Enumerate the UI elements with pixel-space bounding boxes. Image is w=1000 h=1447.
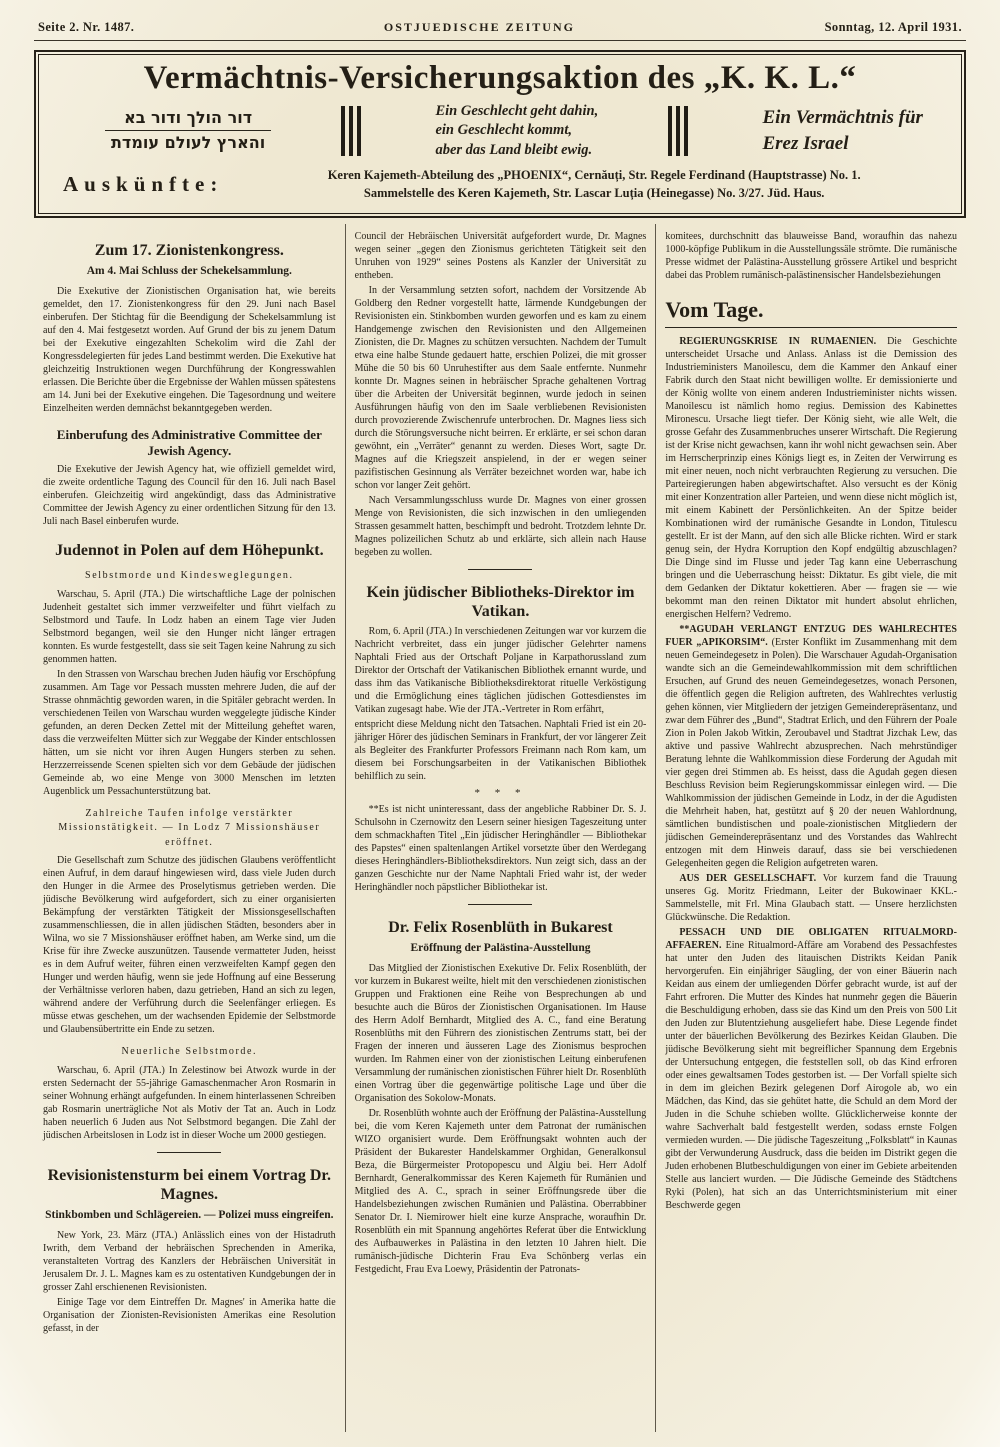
article-columns: [34, 224, 966, 1432]
bars-ornament-icon: [668, 106, 692, 156]
paragraph: Warschau, 6. April (JTA.) In Zelestinow bei Atwozk wurde in der ersten Sedernacht der 55-jährige Gamaschenmacher Aron Rosmarin in seiner Wohnung erhängt aufgefunden. In einem hinterlassenen Schreiben gab Rosmarin unerträgliche Not als Motiv der Tat an. Auch in Lodz haben neuerlich 6 Juden aus Not Selbstmord begangen. Die Zahl der jüdischen Arbeitslosen in Lodz ist in dieser Woche um 2000 gestiegen.: [43, 1064, 336, 1141]
paragraph: Dr. Rosenblüth wohnte auch der Eröffnung der Palästina-Ausstellung bei, die vom Keren Kajemeth unter dem Patronat der rumänischen WIZO organisiert wurde. Dem Eröffnungsakt wohnten auch der Präsident der Bukarester Handelskammer Orghidan, Generalkonsul Beza, die Bürgermeister Protopopescu und Algiu bei. Herr Adolf Bernhardt, Generalkommissar des Keren Kajemeth für Rumänien und Mitglied des A. C., sprach in seiner Eröffnungsrede über die Handelsbeziehungen zwischen Rumänien und Palästina. Oberrabbiner Senator Dr. I. Niemirower hielt eine kurze Ansprache, woraufhin Dr. Rosenblüth ein mit Spannung angehörtes Referat über die Entwicklung des Aufbauwerkes in Palästina in den letzten 10 Jahren hielt. Die rumänisch-jüdische Dichterin Frau Eva Schönberg verlas ein Festgedicht, Frau Eva Loewy, Präsidentin der Patronats-: [354, 1108, 647, 1276]
ad-motto: [435, 102, 598, 161]
ad-contact-label: Auskünfte:: [63, 171, 224, 196]
bars-ornament-icon: [341, 106, 365, 156]
paragraph: In der Versammlung setzten sofort, nachdem der Vorsitzende Ab Goldberg den Redner vorgestellt hatte, lärmende Kundgebungen der Revisionisten ein. Stinkbomben wurden geworfen und es kam zu einem Handgemenge zwischen den Revisionisten und den Allgemeinen Zionisten, die Dr. Magnes zu schützen versuchten. Nachdem der Tumult etwa eine halbe Stunde gedauert hatte, erschien Polizei, die mit grosser Mühe die 50 bis 60 Unruhestifter aus dem Saale entfernte. Nunmehr konnte Dr. Magnes seinen in hebräischer Sprache gehaltenen Vortrag über die Arbeiten der Universität beginnen, wurde jedoch in seinen Ausführungen häufig von den im Saale verbliebenen Revisionisten durch provozierende Zwischenrufe unterbrochen. Dr. Magnes liess sich durch die Störungsversuche nicht beirren. Er erklärte, er sei schon daran gewöhnt, ein „Verräter“ genannt zu werden. Dieses Wort, sagte Dr. Magnes auf die Kriegszeit anspielend, in der er wegen seiner pazifistischen Gesinnung als Verräter bezeichnet worden war, habe ich schon vor langer Zeit gehört.: [354, 284, 647, 491]
spaced-heading: Neuerliche Selbstmorde.: [121, 1046, 258, 1058]
newspaper-title: OSTJUEDISCHE ZEITUNG: [383, 20, 575, 34]
paragraph: Nach Versammlungsschluss wurde Dr. Magnes von einer grossen Menge von Revisionisten, die sich inzwischen in den umliegenden Strassen gesammelt hatten, beschimpft und bedroht. Trotzdem lehnte Dr. Magnes polizeilichen Schutz ab und erklärte, sich allein nach Hause begeben zu wollen.: [354, 494, 647, 558]
hebrew-verse-line-1: דור הולך ודור בא: [124, 108, 253, 128]
paragraph: New York, 23. März (JTA.) Anlässlich eines von der Histadruth Iwrith, dem Verband der hebräischen Sprechenden in Amerika, veranstalteten Vortrag des Kanzlers der Hebräischen Universität in Jerusalem Dr. J. L. Magnes kam es zu ostentativen Kundgebungen der in grosser Zahl erschienenen Revisionisten.: [43, 1230, 336, 1294]
paragraph-continuation: Council der Hebräischen Universität aufgefordert wurde, Dr. Magnes wegen seiner „gegen den Zionismus gerichteten Tätigkeit seit den Unruhen von 1929“ seines Postens als Kanzler der Universität zu entheben.: [354, 230, 647, 281]
column-3: [655, 224, 966, 1432]
ad-title: Vermächtnis-Versicherungsaktion des „K. K. L.“: [143, 60, 857, 96]
article-heading: Revisionistensturm bei einem Vortrag Dr. Magnes.: [47, 1166, 332, 1204]
paragraph: **Es ist nicht uninteressant, dass der angebliche Rabbiner Dr. S. J. Schulsohn in Czernowitz den Lesern seiner hiesigen Tageszeitung unter dem schmackhaften Titel „Ein jüdischer Heringhändler — Bibliothekar des Papstes“ einen spaltenlangen Artikel vorsetzte über den Werdegang dieses Heringhändlers-Bibliotheksdirektors. Nun zeigt sich, dass an der ganzen Geschichte nur der Name Naphtali Fried wahr ist, der weder Heringhändler noch päpstlicher Bibliothekar ist.: [354, 803, 647, 893]
article-heading: Zum 17. Zionistenkongress.: [94, 241, 284, 259]
article-divider: [468, 569, 532, 570]
paragraph: AUS DER GESELLSCHAFT. Vor kurzem fand die Trauung unseres Gg. Moritz Friedmann, Leiter der Bukowinaer KKL.-Sammelstelle, mit Frl. Mina Glaubach statt. — Unsere herzlichsten Glückwünsche. Die Redaktion.: [665, 872, 957, 923]
paragraph-continuation: entspricht diese Meldung nicht den Tatsachen. Naphtali Fried ist ein 20-jähriger Hörer des jüdischen Seminars in Frankfurt, der vor längerer Zeit als Begleiter des Frankfurter Professors Freimann nach Rom kam, um diesem bei Forschungsarbeiten in der Vatikanischen Bibliothek behilflich zu sein.: [354, 718, 647, 782]
masthead: [34, 18, 966, 41]
paragraph: Rom, 6. April (JTA.) In verschiedenen Zeitungen war vor kurzem die Nachricht verbreitet, dass ein junger jüdischer Gelehrter namens Naphtali Fried aus der Ortschaft Poljane in Karpathorussland zum Direktor der Ortschaft der Vatikanischen Bibliothek ernannt wurde, und dass ihm das Vatikanische Bibliotheksdirektorat rituelle Verköstigung und die Ermöglichung eines täglichen jüdischen Gottesdienstes im Vatikan zugesagt habe. Wie der JTA.-Vertreter in Rom erfährt,: [354, 625, 647, 715]
article-heading: Kein jüdischer Bibliotheks-Direktor im Vatikan.: [366, 583, 635, 620]
section-title: Vom Tage.: [665, 298, 957, 328]
issue-date: Sonntag, 12. April 1931.: [824, 20, 962, 34]
spaced-heading: Selbstmorde und Kindesweglegungen.: [85, 570, 294, 582]
article-heading: Dr. Felix Rosenblüth in Bukarest: [388, 918, 613, 936]
ad-motto-line-3: aber das Land bleibt ewig.: [435, 141, 593, 158]
page-number: Seite 2. Nr. 1487.: [38, 20, 135, 34]
news-item-lead: REGIERUNGSKRISE IN RUMAENIEN.: [679, 335, 888, 347]
article-heading: Judennot in Polen auf dem Höhepunkt.: [55, 542, 324, 560]
hebrew-verse: [105, 108, 271, 153]
paragraph: Die Exekutive der Jewish Agency hat, wie offiziell gemeldet wird, die zweite ordentliche Tagung des Council für den 16. Juli nach Basel einberufen. Gleichzeitig wird angekündigt, dass das Administrative Committee der Jewish Agency zu einer ordentlichen Sitzung für den 13. Juli nach Basel einberufen wurde.: [43, 464, 336, 528]
article-subheading: Stinkbomben und Schlägereien. — Polizei muss eingreifen.: [45, 1209, 334, 1222]
article-subheading: Am 4. Mai Schluss der Schekelsammlung.: [86, 264, 292, 277]
paragraph: **AGUDAH VERLANGT ENTZUG DES WAHLRECHTES FUER „APIKORSIM“. (Erster Konflikt im Zusammenhang mit dem neuen Gemeindegesetz in Polen). Die Warschauer Agudah-Organisation wandte sich an die Gemeindewahlkommission mit dem schriftlichen Ersuchen, auf Grund des neuen Gemeindegesetzes, wonach Personen, die öffentlich gegen die Religion auftreten, des Wahlrechtes verlustig gehen können, vier Mitgliedern der jetzigen Gemeinderepräsentanz, und zwar dem Führer des „Bund“, Stadtrat Erlich, und den Führern der Poale Zion in Polen Jakob Witkin, Zeroubavel und Stadtrat Jizchak Lew, das aktive und passive Wahlrecht abzusprechen. Nach mehrstündiger Beratung lehnte die Wahlkommission diese Forderung der Agudah mit vier gegen drei Stimmen ab. Es heisst, dass die Agudah gegen diesen Beschluss Revision beim Regierungskommissar einlegen wird. — Die Wahlkommission der jüdischen Gemeinde in Lodz, in der die Agudisten die Mehrheit haben, hat, gestützt auf § 20 der neuen Wahlordnung, sämtlichen bundistischen und poale-zionistischen Mitgliedern der jüdischen Gemeinderepräsentanz und des Vorstandes das Wahlrecht entzogen mit dem Hinweis darauf, dass sie bei verschiedenen Gelegenheiten gegen die Religion aufgetreten waren.: [665, 623, 957, 869]
ad-legacy-text: [762, 105, 923, 156]
article-divider: [157, 1152, 221, 1153]
ad-contact-line-2: Sammelstelle des Keren Kajemeth, Str. Lascar Luția (Heinegasse) No. 3/27. Jüd. Haus.: [363, 186, 825, 201]
spaced-heading: Zahlreiche Taufen infolge verstärkter Missionstätigkeit. — In Lodz 7 Missionshäuser eröffnet.: [58, 807, 321, 848]
paragraph: Einige Tage vor dem Eintreffen Dr. Magnes' in Amerika hatte die Organisation der Zionisten-Revisionisten Amerikas eine Resolution gefasst, in der: [43, 1297, 336, 1335]
column-2: [345, 224, 656, 1432]
hebrew-verse-line-2: והארץ לעולם עומדת: [105, 130, 271, 153]
paragraph: Das Mitglied der Zionistischen Exekutive Dr. Felix Rosenblüth, der vor kurzem in Bukarest weilte, hielt mit den verschiedenen zionistischen Gruppen und Fraktionen eine Reihe von Besprechungen ab und besuchte auch die Büros der Zionistischen Organisationen. Im Hause des Herrn Adolf Bernhardt, Mitglied des A. C., fand eine Beratung Rosenblüths mit den Führern des zionistischen Zentrums statt, bei der Fragen der inneren und äusseren Lage des Zionismus besprochen wurden. Im Rahmen einer von der zionistischen Leitung einberufenen Versammlung der rumänischen zionistischen Führer hielt Dr. Rosenblüth einen Vortrag über die gegenwärtige politische Lage und über die Organisation des Sokolow-Monats.: [354, 963, 647, 1105]
section-break: * * *: [474, 786, 527, 799]
paragraph: Warschau, 5. April (JTA.) Die wirtschaftliche Lage der polnischen Judenheit gestaltet sich immer verzweifelter und führt vielfach zu Selbstmord und Taufe. In Lodz haben an einem Tage vier Juden Selbstmord begangen, weil sie den Hunger nicht länger ertragen konnten. Es wurde festgestellt, dass sie seit Tagen keine Nahrung zu sich genommen hatten.: [43, 588, 336, 665]
paragraph: Die Exekutive der Zionistischen Organisation hat, wie bereits gemeldet, den 17. Zionistenkongress für den 29. Juni nach Basel einberufen. Der Stichtag für die Beendigung der Schekelsammlung ist auf den 4. Mai festgesetzt worden. Auf Grund der bis zu jenem Datum bei der Exekutive eingezahlten Schekolim wird die Zahl der Kongressdelegierten für jedes Land bestimmt werden. Die Exekutive hat gleichzeitig Instruktionen wegen Durchführung der Kongresswahlen erlassen. Die Berichte über die Ergebnisse der Wahlen müssen spätestens am 14. Juni bei der Exekutive eingehen. Die Tagesordnung und weitere Einzelheiten werden demnächst bekanntgegeben werden.: [43, 285, 336, 414]
column-1: [34, 224, 345, 1432]
paragraph: Die Gesellschaft zum Schutze des jüdischen Glaubens veröffentlicht einen Aufruf, in dem darauf hingewiesen wird, dass viele Juden durch den Hunger in die Armee des Proselytismus getrieben werden. Die jüdische Bevölkerung wird aufgefordert, sich zu einer organisierten Bekämpfung der verstärkten Tätigkeit der Missionsgesellschaften zusammenschliessen, die in allen jüdischen Städten, besonders aber in Wilna, wo sie 7 Missionshäuser eröffnet haben, am Werke sind, um die Krise für ihre Zwecke auszunützen. Tausende vermatteter Juden, heisst es in dem Aufruf weiter, führen einen verzweifelten Kampf gegen den Hunger und werden häufig, wenn sie jede Hoffnung auf eine Besserung der Verhältnisse verloren haben, dazu getrieben, Hand an sich zu legen, während andere der Verführung durch die Seelenfänger erliegen. Es müsse etwas geschehen, um der wachsenden Epidemie der Selbstmorde und Glaubensübertritte ein Ende zu setzen.: [43, 855, 336, 1036]
ad-motto-line-1: Ein Geschlecht geht dahin,: [435, 102, 599, 119]
paragraph-continuation: komitees, durchschnitt das blauweisse Band, woraufhin das nahezu 1000-köpfige Publikum in die Ausstellungssäle strömte. Die rumänische Presse widmet der Palästina-Ausstellung grössere Artikel und bespricht dabei das Problem rumänisch-palästinensischer Handelsbeziehungen: [665, 230, 957, 281]
article-subheading: Eröffnung der Palästina-Ausstellung: [410, 942, 591, 955]
ad-legacy-line-1: Ein Vermächtnis für: [762, 107, 923, 129]
ad-contact-info: [49, 164, 951, 206]
paragraph: In den Strassen von Warschau brechen Juden häufig vor Erschöpfung zusammen. Am Tage vor Pessach mussten mehrere Juden, die auf der Strasse ohnmächtig geworden waren, in die Spitäler gebracht werden. In verschiedenen Teilen von Warschau wurden weggelegte jüdische Kinder gefunden, an deren Decken Zettel mit der Mitteilung geheftet waren, dass die verzweifelten Mütter sich zur Weggabe der Kinder entschlossen hätten, um sie nicht vor ihren Augen Hungers sterben zu sehen. Herzzerreissende Scenen spielten sich vor dem Gebäude der jüdischen Gemeinde ab, wo eine Menge von 3000 Menschen im letzten Augenblick um Pessachunterstützung bat.: [43, 668, 336, 797]
ad-legacy-line-2: Erez Israel: [762, 132, 849, 154]
paragraph: PESSACH UND DIE OBLIGATEN RITUALMORD-AFFAEREN. Eine Ritualmord-Affäre am Vorabend des Pessachfestes hat unter den Juden des litauischen Distrikts Keidan Panik hervorgerufen. Ein einjähriger Säugling, der von einer Bäuerin nach Keidan aus einem der umliegenden Dörfer gebracht wurde, ist auf der Fahrt erfroren. Die Mutter des Kindes hat nunmehr gegen die Bäuerin die Beschuldigung erhoben, dass sie das Kind um den Preis von 500 Lit den Juden zur Blutentziehung ausgeliefert habe. Diese Legende findet unter der bäuerlichen Bevölkerung des Bezirkes Keidan Glauben. Die jüdische Bevölkerung sieht mit begreiflicher Spannung dem Ergebnis der Untersuchung entgegen, die feststellen soll, ob das Kind erfroren oder eines gewaltsamen Todes gestorben ist. — Der Vorfall spielte sich in dem im gleichen Bezirk gelegenen Dorf Airogole ab, wo ein Mädchen, das Kind, das sie gehütet hatte, die Schuld an dem Mord der Juden in die Schuhe schieben wollte. Glücklicherweise konnte der wahre Sachverhalt bald festgestellt werden, sodass ernste Folgen vermieden wurden. — Die jüdische Tageszeitung „Folksblatt“ in Kaunas gibt der Verwunderung Ausdruck, dass die beiden im Distrikt gegen die Juden erhobenen Blutbeschuldigungen von einer im Gebiete arbeitenden Stelle aus lanciert wurden. — Die Jüdische Gemeinde des Städtchens Ryki (Polen), hat sich an das Unterrichtsministerium mit einer Beschwerde gegen: [665, 926, 957, 1211]
news-item-lead: AUS DER GESELLSCHAFT.: [679, 872, 823, 884]
ad-contact-lines: [245, 166, 943, 202]
paragraph: REGIERUNGSKRISE IN RUMAENIEN. Die Geschichte unterscheidet Ursache und Anlass. Anlass ist die Demission des Industrieministers Manoilescu, dem die Kammer den Ankauf einer Fabrik durch den Staat nicht bewilligen wollte. Er demissionierte und der König wollte von einem anderen Industrieminister nichts wissen. Manoilescu ist nämlich homo regius. Demission des Kabinettes Mironescu. Ursache liegt tiefer. Der König sieht, wie alle Welt, die grosse Gefahr des Zusammenbruches unserer Wirtschaft. Die Regierung ist der Krise nicht gewachsen, kann ihr wohl nicht gewachsen sein. Aber im Herrscherprinzip eines Königs liegt es, in Zeiten der Verwirrung es mit einer neuen, noch nicht verbrauchten Regierung zu versuchen. Die Parteiregierungen haben abgewirtschaftet. Also versucht es der König mit einer Konzentration aller Parteien, und wenn diese nicht möglich ist, mit einem Kabinett der Persönlichkeiten. An der Spitze beider Kombinationen wird der rumänische Gesandte in London, Titulescu gestellt. Er ist der Mann, auf den sich alle Blicke richten. Wird er stark genug sein, der Hydra Korruption den Kopf endgültig abzuschlagen? Die Dinge sind im Flusse und jeder Tag kann eine Ueberraschung bringen und die Ueberraschung heisst: Diktatur. Es gibt viele, die mit dem Gedanken der Diktatur kokettieren. Aber — fragen sie — wie bekommt man den reinen Diktator mit hundert absolut ehrlichen, energischen Helfern? Vedremo.: [665, 335, 957, 620]
ad-middle-row: [49, 100, 951, 165]
ad-motto-line-2: ein Geschlecht kommt,: [435, 122, 572, 139]
article-divider: [468, 904, 532, 905]
article-heading-small: Einberufung des Administrative Committee der Jewish Agency.: [56, 426, 322, 458]
news-item-lead: PESSACH UND DIE OBLIGATEN RITUALMORD-AFFAEREN.: [665, 926, 957, 951]
kkl-advertisement-frame: [38, 54, 962, 214]
ad-contact-line-1: Keren Kajemeth-Abteilung des „PHOENIX“, Cernăuți, Str. Regele Ferdinand (Hauptstrasse) No. 1.: [327, 168, 861, 183]
news-item-lead: **AGUDAH VERLANGT ENTZUG DES WAHLRECHTES FUER „APIKORSIM“.: [665, 623, 957, 648]
kkl-advertisement: [34, 50, 966, 218]
